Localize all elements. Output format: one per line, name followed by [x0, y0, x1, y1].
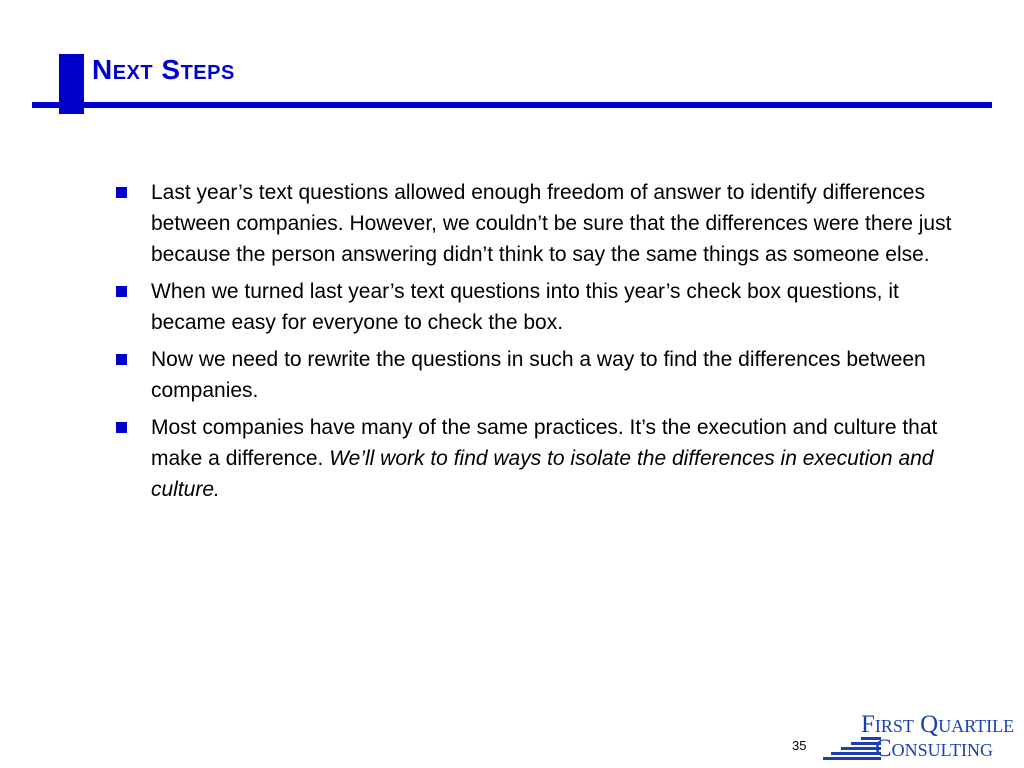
slide-title: Next Steps [92, 54, 235, 85]
bullet-text [151, 276, 976, 338]
bullet-text-emphasis: We’ll work to find ways to isolate the differences in execution and culture. [151, 447, 934, 501]
square-bullet-icon [116, 422, 127, 433]
bullet-item [116, 276, 976, 338]
page-number: 35 [792, 738, 807, 753]
square-bullet-icon [116, 286, 127, 297]
bullet-item [116, 412, 976, 505]
bullet-item [116, 177, 976, 270]
bullet-text-plain: Most companies have many of the same practices. It’s the execution and culture that make a difference. [151, 416, 938, 470]
logo-wordmark [861, 713, 1014, 761]
square-bullet-icon [116, 354, 127, 365]
bullet-text-plain: When we turned last year’s text questions into this year’s check box questions, it became easy for everyone to check the box. [151, 280, 899, 334]
bullet-list [116, 177, 976, 511]
bullet-text-plain: Now we need to rewrite the questions in such a way to find the differences between companies. [151, 348, 926, 402]
square-bullet-icon [116, 187, 127, 198]
title-underline-rule [32, 102, 992, 108]
bullet-item [116, 344, 976, 406]
logo-line-2: Consulting [875, 735, 994, 762]
bullet-text [151, 412, 976, 505]
bullet-text [151, 344, 976, 406]
bullet-text-plain: Last year’s text questions allowed enough freedom of answer to identify differences between companies. However, we couldn’t be sure that the differences were there just because the person answering didn’t think to say the same things as someone else. [151, 181, 952, 266]
bullet-text [151, 177, 976, 270]
logo-line-1: First Quartile [861, 711, 1015, 738]
company-logo [821, 713, 1021, 763]
